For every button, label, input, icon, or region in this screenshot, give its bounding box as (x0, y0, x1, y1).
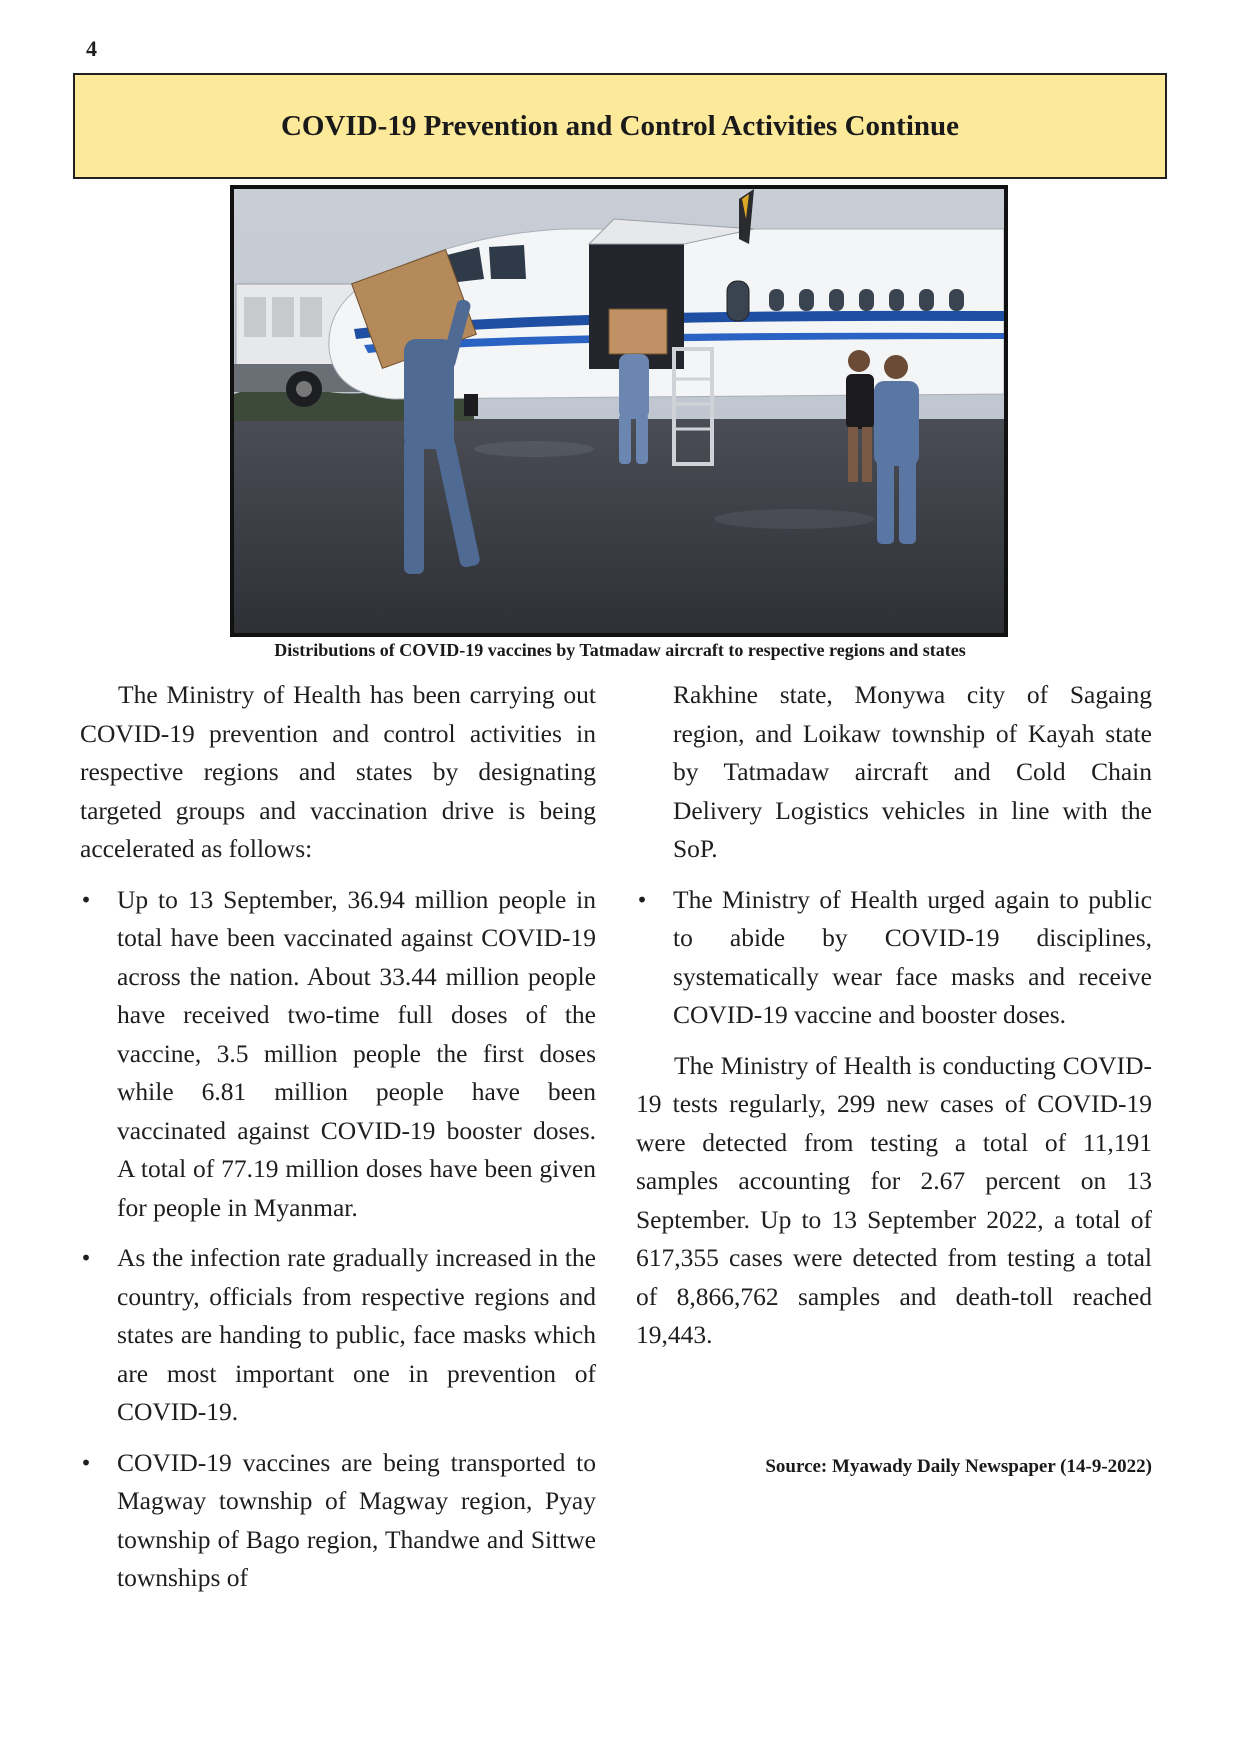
closing-paragraph: The Ministry of Health is conducting COVID-19 tests regularly, 299 new cases of COVID-19 were detected from testing a total of 11,191 samples accounting for 2.67 percent on 13 September. Up to 13 September 2022, a total of 617,355 cases were detected from testing a total of 8,866,762 samples and death-toll reached 19,443. (636, 1050, 1152, 1349)
aircraft-loading-illustration (234, 189, 1004, 633)
source-credit: Source: Myawady Daily Newspaper (14-9-2022) (765, 1456, 1152, 1477)
bullet-icon: • (80, 1246, 92, 1270)
bullet-list (80, 881, 596, 1598)
bullet-icon: • (636, 887, 648, 912)
bullet-icon: • (80, 887, 92, 912)
list-item: • COVID-19 vaccines are being transported to Magway township of Magway region, Pyay township of Bago region, Thandwe and Sittwe townships of (80, 1444, 596, 1598)
list-item-continuation: Rakhine state, Monywa city of Sagaing region, and Loikaw township of Kayah state by Tatmadaw aircraft and Cold Chain Delivery Logistics vehicles in line with the SoP. (673, 680, 1152, 863)
vaccine-box (609, 309, 667, 354)
photo-caption: Distributions of COVID-19 vaccines by Tatmadaw aircraft to respective regions and states (274, 640, 966, 660)
article-column-left (80, 676, 596, 1610)
article-photo (230, 185, 1008, 637)
list-item: • As the infection rate gradually increased in the country, officials from respective regions and states are handing to public, face masks which are most important one in prevention of COVID-19. (80, 1239, 596, 1432)
bullet-list (636, 881, 1152, 1035)
headline: COVID-19 Prevention and Control Activities Continue (280, 109, 960, 142)
headline-banner (73, 73, 1167, 179)
list-item: • The Ministry of Health urged again to public to abide by COVID-19 disciplines, systematically wear face masks and receive COVID-19 vaccine and booster doses. (636, 881, 1152, 1035)
article-column-right (636, 676, 1152, 1367)
intro-paragraph: The Ministry of Health has been carrying out COVID-19 prevention and control activities in respective regions and states by designating targeted groups and vaccination drive is being accelerated as follows: (80, 680, 596, 863)
list-item: • Up to 13 September, 36.94 million people in total have been vaccinated against COVID-19 across the nation. About 33.44 million people have received two-time full doses of the vaccine, 3.5 million people the first doses while 6.81 million people have been vaccinated against COVID-19 booster doses. A total of 77.19 million doses have been given for people in Myanmar. (80, 881, 596, 1228)
page-number: 4 (86, 36, 97, 61)
bullet-icon: • (80, 1450, 92, 1475)
